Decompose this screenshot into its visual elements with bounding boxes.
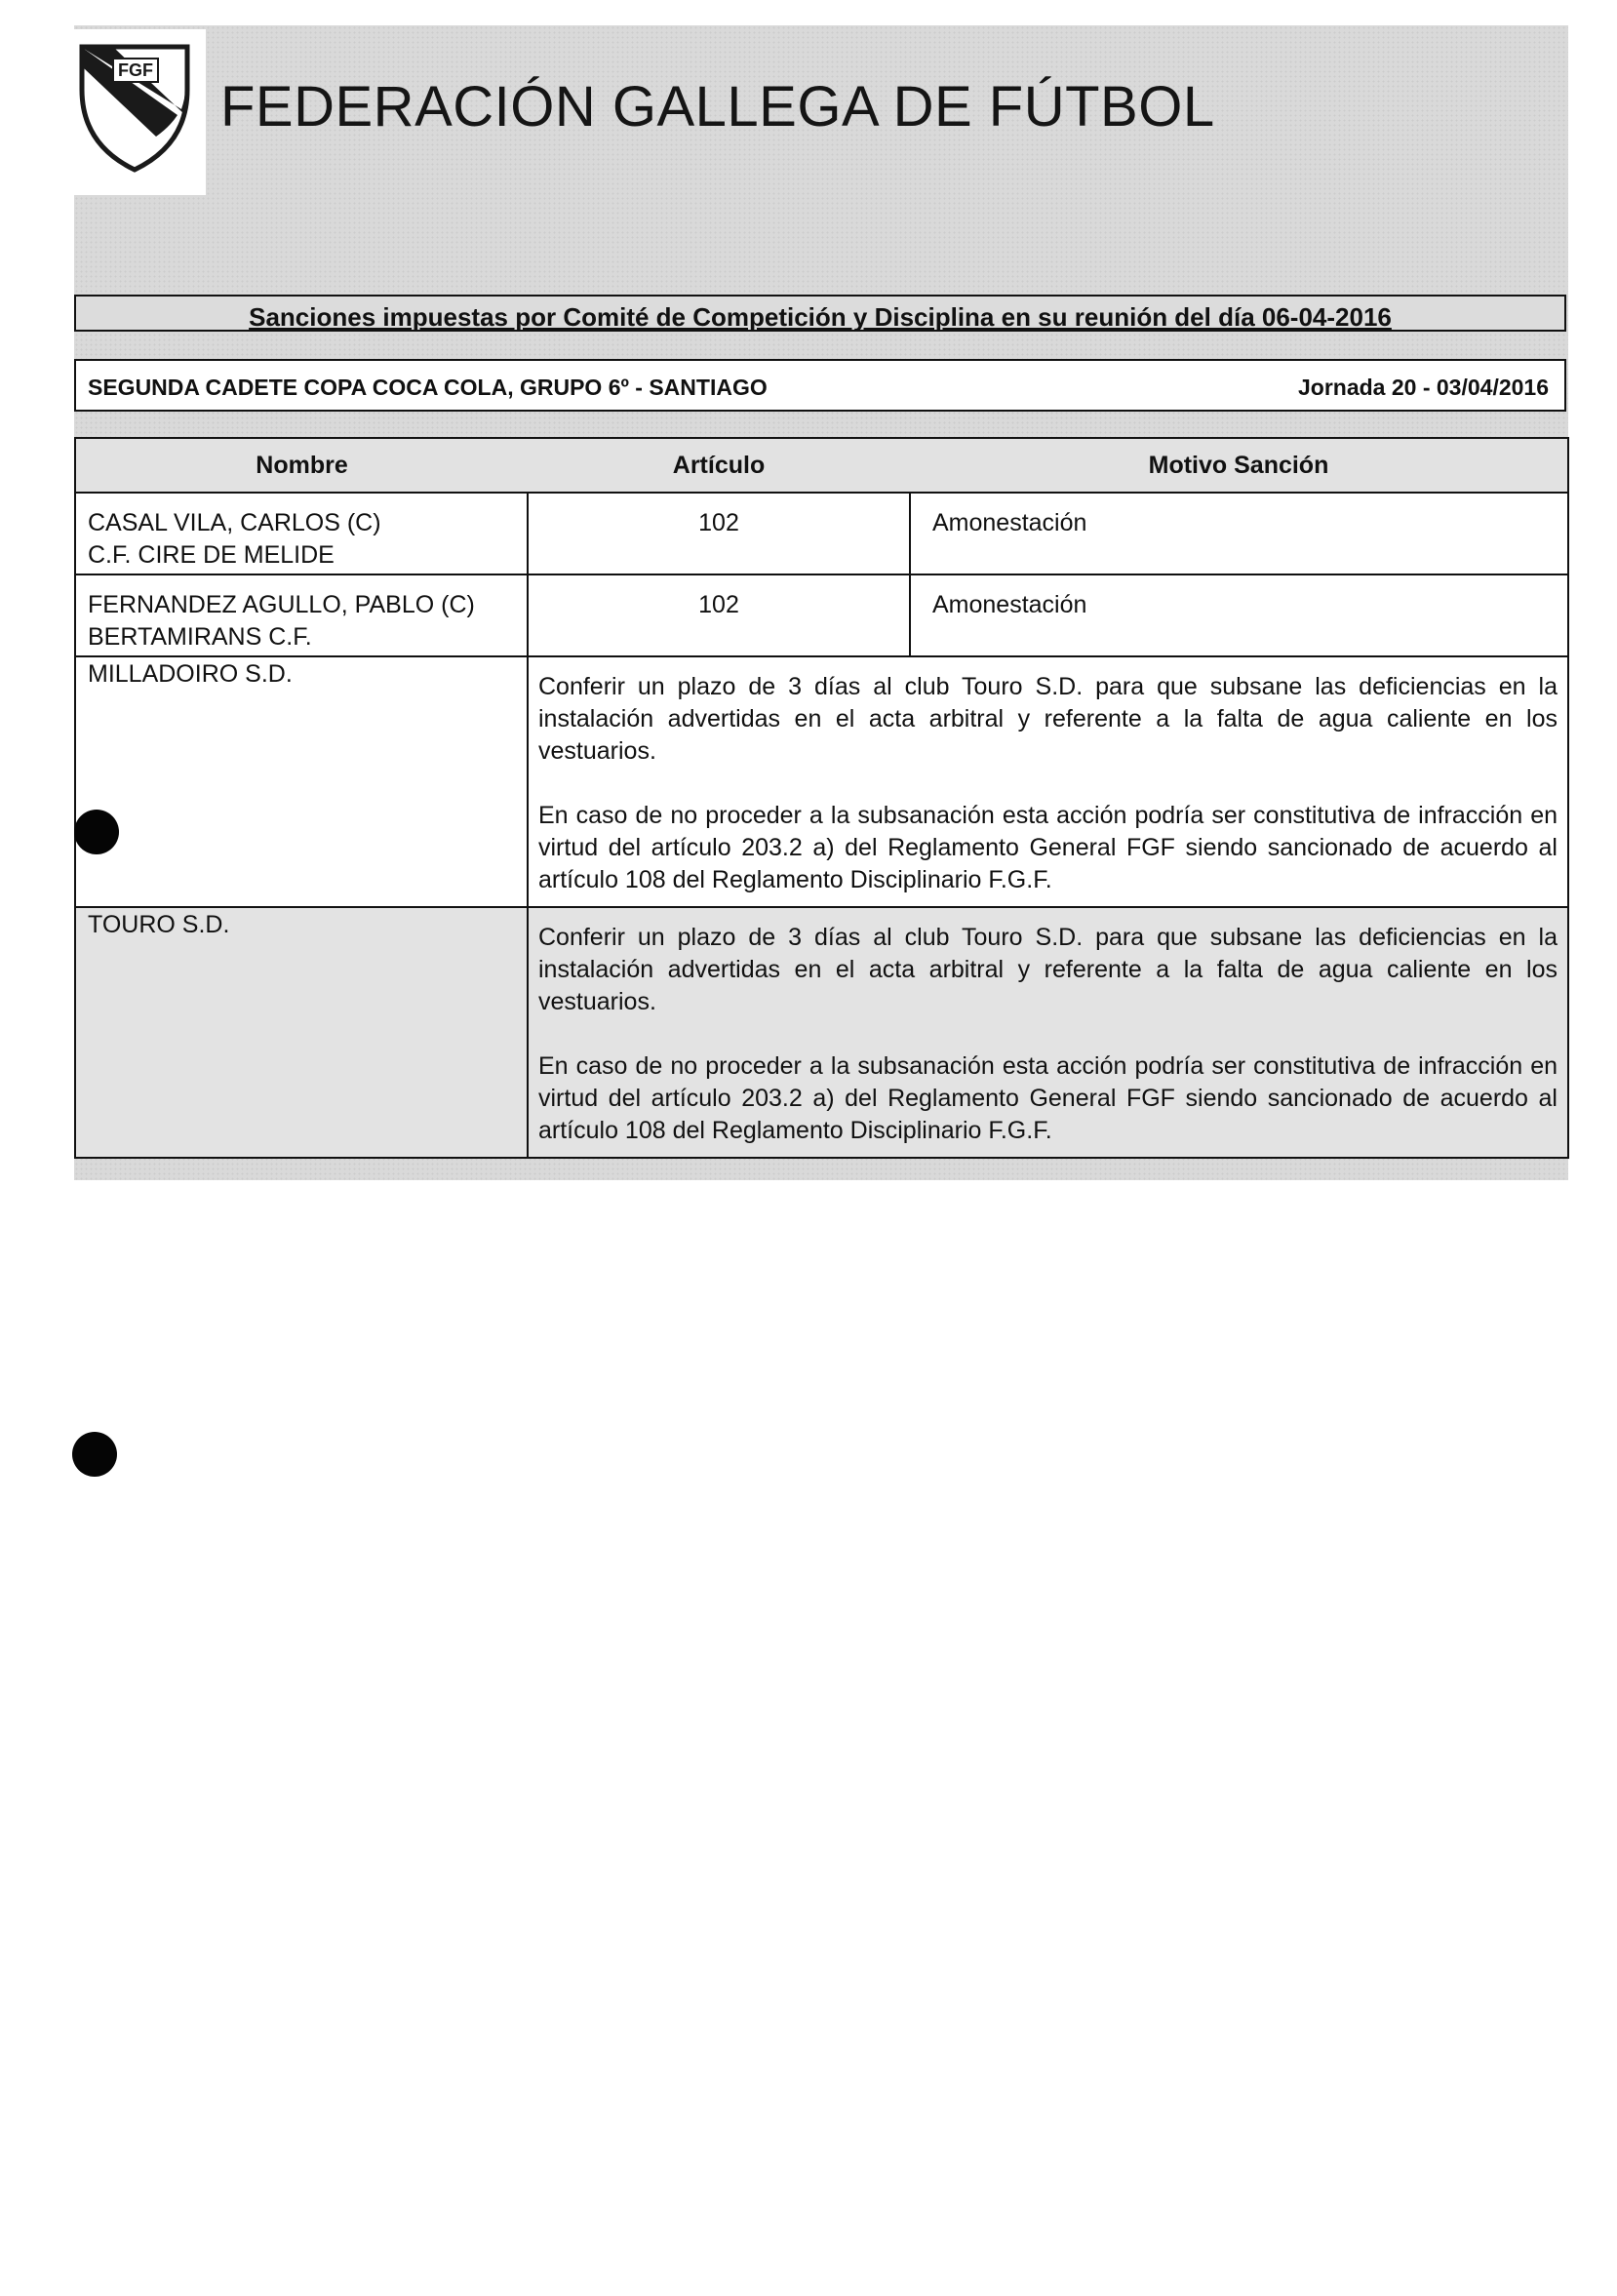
table-header-row [75,438,1568,493]
club-name-cell: TOURO S.D. [75,907,528,1158]
sanction-paragraph: Conferir un plazo de 3 días al club Touro S.D. para que subsane las deficiencias en la instalación advertidas en el acta arbitral y referente a la falta de agua caliente en los vestuarios. [538,924,1558,1015]
sanciones-title: Sanciones impuestas por Comité de Competición y Disciplina en su reunión del día 06-04-2016 [249,302,1392,332]
articulo-cell: 102 [528,493,910,574]
column-header-nombre: Nombre [75,438,528,493]
player-cell [75,574,528,656]
motivo-cell: Amonestación [910,574,1568,656]
table-row [75,574,1568,656]
player-name: FERNANDEZ AGULLO, PABLO (C) [88,591,475,618]
table-row [75,493,1568,574]
table-row [75,907,1568,1158]
competition-box [74,359,1566,412]
player-club: C.F. CIRE DE MELIDE [88,541,335,569]
sanciones-title-box [74,295,1566,332]
player-cell [75,493,528,574]
sanction-paragraph: En caso de no proceder a la subsanación esta acción podría ser constitutiva de infracción en virtud del artículo 203.2 a) del Reglamento General FGF siendo sancionado de acuerdo al artículo 108 del Reglamento Disciplinario F.G.F. [538,802,1558,893]
fgf-logo [64,29,206,195]
table-row [75,656,1568,907]
federation-title: FEDERACIÓN GALLEGA DE FÚTBOL [220,75,1215,139]
shield-icon [76,39,193,176]
player-name: CASAL VILA, CARLOS (C) [88,509,381,536]
punch-hole-mark [72,1432,117,1477]
column-header-motivo: Motivo Sanción [910,438,1568,493]
club-sanction-text [528,656,1568,907]
articulo-cell: 102 [528,574,910,656]
competition-name: SEGUNDA CADETE COPA COCA COLA, GRUPO 6º - SANTIAGO [88,375,768,400]
sanction-paragraph: En caso de no proceder a la subsanación esta acción podría ser constitutiva de infracción en virtud del artículo 203.2 a) del Reglamento General FGF siendo sancionado de acuerdo al artículo 108 del Reglamento Disciplinario F.G.F. [538,1052,1558,1144]
sanction-paragraph: Conferir un plazo de 3 días al club Touro S.D. para que subsane las deficiencias en la instalación advertidas en el acta arbitral y referente a la falta de agua caliente en los vestuarios. [538,673,1558,765]
motivo-cell: Amonestación [910,493,1568,574]
svg-text:FGF: FGF [118,60,153,80]
jornada-label: Jornada 20 - 03/04/2016 [1298,375,1549,400]
punch-hole-mark [74,810,119,854]
column-header-articulo: Artículo [528,438,910,493]
player-club: BERTAMIRANS C.F. [88,623,312,651]
sanctions-table [74,437,1569,1159]
club-sanction-text [528,907,1568,1158]
club-name-cell: MILLADOIRO S.D. [75,656,528,907]
